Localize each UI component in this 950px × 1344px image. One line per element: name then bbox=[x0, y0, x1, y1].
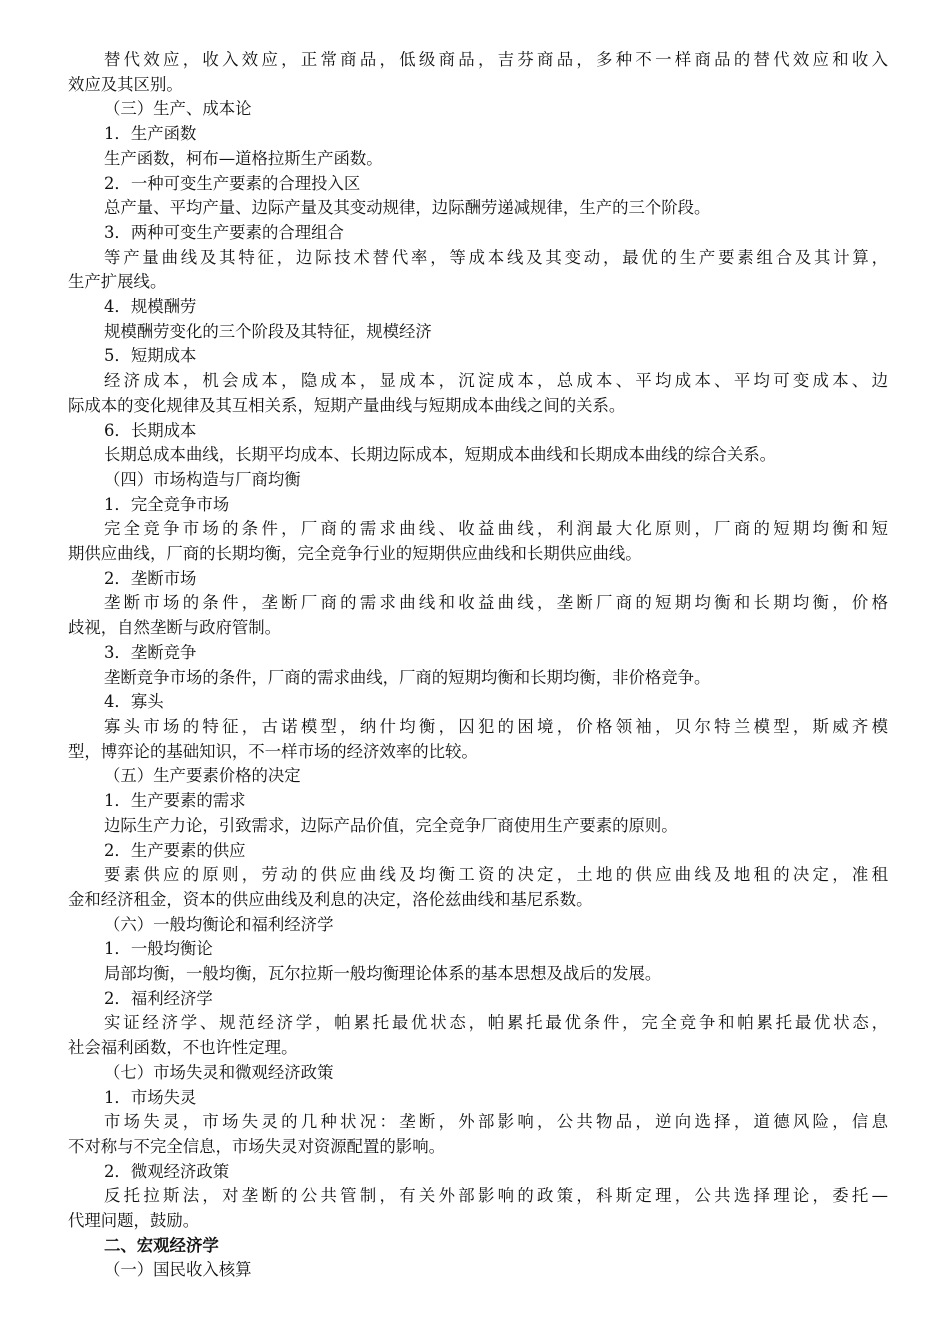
text-line: 2．微观经济政策 bbox=[104, 1161, 230, 1181]
text-line: 1．一般均衡论 bbox=[104, 939, 213, 959]
text-line: 1．完全竞争市场 bbox=[104, 494, 230, 514]
text-line: 4．规模酬劳 bbox=[104, 297, 197, 317]
text-line: 完全竞争市场的条件，厂商的需求曲线、收益曲线，利润最大化原则，厂商的短期均衡和短 bbox=[104, 519, 888, 539]
text-line: 2．垄断市场 bbox=[104, 568, 197, 588]
text-line: 2．福利经济学 bbox=[104, 988, 213, 1008]
text-line: 5．短期成本 bbox=[104, 346, 197, 366]
text-line: 不对称与不完全信息，市场失灵对资源配置的影响。 bbox=[68, 1136, 445, 1156]
text-line: 1．市场失灵 bbox=[104, 1087, 197, 1107]
text-line: 生产函数，柯布—道格拉斯生产函数。 bbox=[104, 148, 383, 168]
text-line: 垄断市场的条件，垄断厂商的需求曲线和收益曲线，垄断厂商的短期均衡和长期均衡，价格 bbox=[104, 593, 888, 613]
text-line: 际成本的变化规律及其互相关系，短期产量曲线与短期成本曲线之间的关系。 bbox=[68, 395, 626, 415]
text-line: 2．一种可变生产要素的合理投入区 bbox=[104, 173, 361, 193]
text-line: 歧视，自然垄断与政府管制。 bbox=[68, 618, 282, 638]
text-line: 实证经济学、规范经济学，帕累托最优状态，帕累托最优条件，完全竞争和帕累托最优状态， bbox=[104, 1013, 888, 1033]
text-line: 反托拉斯法，对垄断的公共管制，有关外部影响的政策，科斯定理，公共选择理论，委托— bbox=[104, 1186, 888, 1206]
text-line: 金和经济租金，资本的供应曲线及利息的决定，洛伦兹曲线和基尼系数。 bbox=[68, 889, 593, 909]
text-line: 等产量曲线及其特征，边际技术替代率，等成本线及其变动，最优的生产要素组合及其计算， bbox=[104, 247, 888, 267]
text-line: 垄断竞争市场的条件，厂商的需求曲线，厂商的短期均衡和长期均衡，非价格竞争。 bbox=[104, 667, 711, 687]
text-line: 2．生产要素的供应 bbox=[104, 840, 246, 860]
text-line: 期供应曲线，厂商的长期均衡，完全竞争行业的短期供应曲线和长期供应曲线。 bbox=[68, 544, 642, 564]
text-line: 6．长期成本 bbox=[104, 420, 197, 440]
text-line: 效应及其区别。 bbox=[68, 74, 183, 94]
text-line: 替代效应，收入效应，正常商品，低级商品，吉芬商品，多种不一样商品的替代效应和收入 bbox=[104, 50, 888, 69]
text-line: 3．两种可变生产要素的合理组合 bbox=[104, 222, 344, 242]
text-line: （四）市场构造与厂商均衡 bbox=[104, 469, 301, 489]
text-line: 总产量、平均产量、边际产量及其变动规律，边际酬劳递减规律，生产的三个阶段。 bbox=[104, 198, 711, 218]
text-line: 1．生产函数 bbox=[104, 124, 197, 144]
text-line: 生产扩展线。 bbox=[68, 272, 167, 292]
text-line: 局部均衡，一般均衡，瓦尔拉斯一般均衡理论体系的基本思想及战后的发展。 bbox=[104, 964, 662, 984]
text-line: 3．垄断竞争 bbox=[104, 642, 197, 662]
text-line: 长期总成本曲线，长期平均成本、长期边际成本，短期成本曲线和长期成本曲线的综合关系。 bbox=[104, 445, 777, 465]
text-line: 代理问题，鼓励。 bbox=[68, 1211, 200, 1231]
section-heading: 二、宏观经济学 bbox=[104, 1235, 219, 1255]
text-line: 边际生产力论，引致需求，边际产品价值，完全竞争厂商使用生产要素的原则。 bbox=[104, 815, 678, 835]
text-line: （三）生产、成本论 bbox=[104, 99, 252, 119]
text-line: 型，博弈论的基础知识，不一样市场的经济效率的比较。 bbox=[68, 741, 478, 761]
text-line: 市场失灵，市场失灵的几种状况：垄断，外部影响，公共物品，逆向选择，道德风险，信息 bbox=[104, 1112, 888, 1132]
text-line: 寡头市场的特征，古诺模型，纳什均衡，囚犯的困境，价格领袖，贝尔特兰模型，斯威齐模 bbox=[104, 716, 888, 736]
text-line: （一）国民收入核算 bbox=[104, 1260, 252, 1280]
text-line: 规模酬劳变化的三个阶段及其特征，规模经济 bbox=[104, 321, 432, 341]
text-line: 经济成本，机会成本，隐成本，显成本，沉淀成本，总成本、平均成本、平均可变成本、边 bbox=[104, 371, 888, 391]
text-line: （五）生产要素价格的决定 bbox=[104, 766, 301, 786]
text-line: 要素供应的原则，劳动的供应曲线及均衡工资的决定，土地的供应曲线及地租的决定，准租 bbox=[104, 865, 888, 885]
text-line: （六）一般均衡论和福利经济学 bbox=[104, 914, 334, 934]
text-line: （七）市场失灵和微观经济政策 bbox=[104, 1062, 334, 1082]
text-line: 4．寡头 bbox=[104, 692, 164, 712]
text-line: 1．生产要素的需求 bbox=[104, 791, 246, 811]
text-line: 社会福利函数，不也许性定理。 bbox=[68, 1038, 298, 1058]
